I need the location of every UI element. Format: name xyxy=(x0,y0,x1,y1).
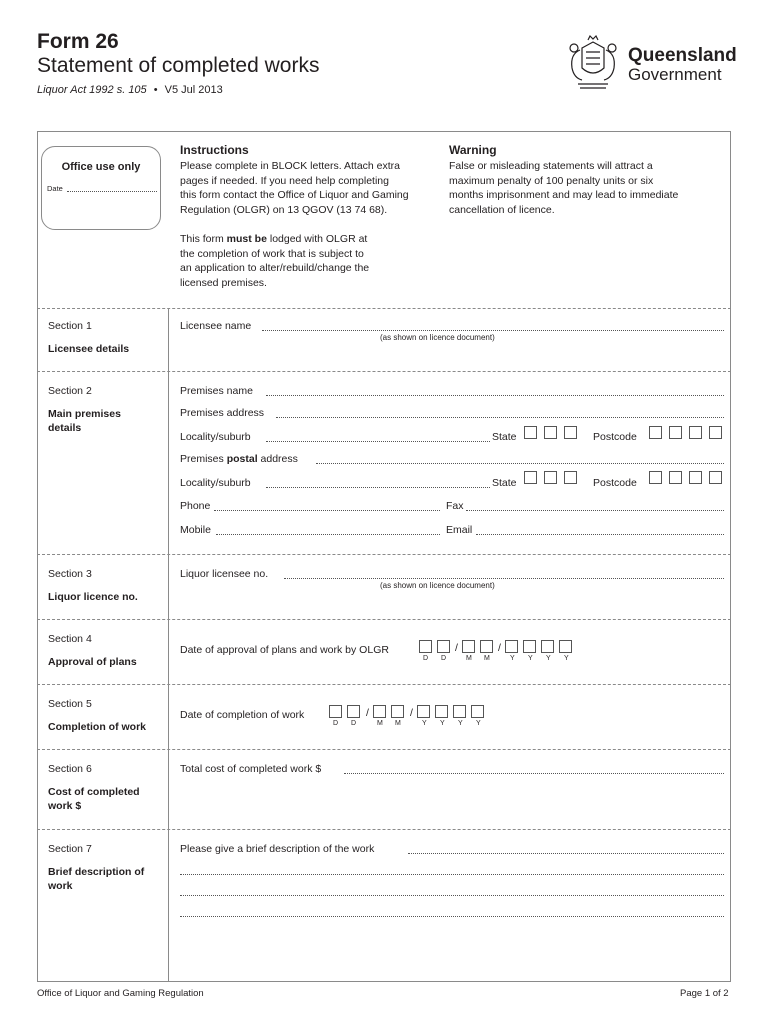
section-2-name: Main premises details xyxy=(48,408,121,434)
state-box[interactable] xyxy=(564,471,577,484)
date-box[interactable] xyxy=(559,640,572,653)
instructions-line: this form contact the Office of Liquor and Gaming xyxy=(180,189,409,202)
postcode-box[interactable] xyxy=(649,426,662,439)
date-box[interactable] xyxy=(419,640,432,653)
date-box[interactable] xyxy=(541,640,554,653)
fax-field[interactable] xyxy=(466,510,724,511)
act-text: Liquor Act 1992 s. 105 xyxy=(37,84,147,96)
section-6-number: Section 6 xyxy=(48,763,92,775)
postcode-box[interactable] xyxy=(709,471,722,484)
label-bold: postal xyxy=(226,453,258,465)
label-text: address xyxy=(257,453,298,465)
queensland-wordmark: Queensland xyxy=(628,45,737,66)
date-letter: Y xyxy=(510,655,515,662)
premises-postal-label xyxy=(180,453,298,465)
divider xyxy=(37,308,731,309)
date-letter: M xyxy=(377,720,383,727)
date-letter: M xyxy=(395,720,401,727)
brief-description-label: Please give a brief description of the work xyxy=(180,843,375,855)
footer-organisation: Office of Liquor and Gaming Regulation xyxy=(37,988,204,999)
date-letter: Y xyxy=(458,720,463,727)
note-text: This form xyxy=(180,233,227,245)
divider xyxy=(37,619,731,620)
description-line[interactable] xyxy=(180,895,724,896)
section-4-number: Section 4 xyxy=(48,633,92,645)
section-1-name: Licensee details xyxy=(48,343,130,355)
section-3-number: Section 3 xyxy=(48,568,92,580)
phone-field[interactable] xyxy=(214,510,440,511)
date-box[interactable] xyxy=(505,640,518,653)
divider xyxy=(37,829,731,830)
date-box[interactable] xyxy=(417,705,430,718)
liquor-licensee-no-field[interactable] xyxy=(284,578,724,579)
premises-address-field[interactable] xyxy=(276,417,724,418)
postcode-label: Postcode xyxy=(593,431,637,443)
section-5-name: Completion of work xyxy=(48,721,146,733)
description-line[interactable] xyxy=(180,874,724,875)
warning-heading: Warning xyxy=(449,143,497,157)
divider xyxy=(37,371,731,372)
section-1-number: Section 1 xyxy=(48,320,92,332)
liquor-licensee-no-label: Liquor licensee no. xyxy=(180,568,269,580)
office-date-field[interactable] xyxy=(67,191,157,192)
date-slash: / xyxy=(366,707,369,719)
instructions-heading: Instructions xyxy=(180,143,249,157)
locality-label: Locality/suburb xyxy=(180,431,251,443)
version: V5 Jul 2013 xyxy=(164,84,223,96)
date-box[interactable] xyxy=(391,705,404,718)
warning-line: maximum penalty of 100 penalty units or six xyxy=(449,174,654,187)
note-text: lodged with OLGR at xyxy=(266,233,368,245)
label-text: Premises xyxy=(180,453,227,465)
postcode-box[interactable] xyxy=(669,471,682,484)
date-box[interactable] xyxy=(523,640,536,653)
section-divider-vertical xyxy=(168,309,169,981)
postal-postcode-label: Postcode xyxy=(593,477,637,489)
postcode-box[interactable] xyxy=(689,471,702,484)
office-use-title: Office use only xyxy=(61,161,141,173)
state-box[interactable] xyxy=(544,471,557,484)
approval-date-label: Date of approval of plans and work by OLGR xyxy=(180,644,389,656)
instructions-line: pages if needed. If you need help completing xyxy=(180,174,389,187)
act-reference xyxy=(37,84,223,96)
date-letter: D xyxy=(333,720,339,727)
office-date-label: Date xyxy=(47,184,63,193)
date-letter: Y xyxy=(422,720,427,727)
locality-field[interactable] xyxy=(266,441,490,442)
section-6-name: Cost of completed work $ xyxy=(48,786,140,812)
date-slash: / xyxy=(498,642,501,654)
warning-line: months imprisonment and may lead to immediate xyxy=(449,189,679,202)
fax-label: Fax xyxy=(446,500,464,512)
instructions-line: Please complete in BLOCK letters. Attach extra xyxy=(180,160,401,172)
divider xyxy=(37,554,731,555)
postal-locality-field[interactable] xyxy=(266,487,490,488)
section-4-name: Approval of plans xyxy=(48,656,137,668)
premises-name-field[interactable] xyxy=(266,395,724,396)
postcode-box[interactable] xyxy=(689,426,702,439)
completion-date-label: Date of completion of work xyxy=(180,709,305,721)
mobile-field[interactable] xyxy=(216,534,440,535)
date-box[interactable] xyxy=(480,640,493,653)
date-letter: D xyxy=(351,720,357,727)
postcode-box[interactable] xyxy=(709,426,722,439)
date-slash: / xyxy=(410,707,413,719)
date-slash: / xyxy=(455,642,458,654)
warning-line: cancellation of licence. xyxy=(449,203,555,216)
section-7-name: Brief description of work xyxy=(48,866,145,892)
state-box[interactable] xyxy=(524,426,537,439)
warning-text xyxy=(449,159,731,217)
form-number: Form 26 xyxy=(37,30,119,53)
state-label: State xyxy=(492,431,517,443)
state-box[interactable] xyxy=(564,426,577,439)
queensland-coat-of-arms-icon xyxy=(562,34,624,97)
date-letter: Y xyxy=(546,655,551,662)
date-box[interactable] xyxy=(471,705,484,718)
warning-line: False or misleading statements will attract a xyxy=(449,160,653,172)
licensee-name-field[interactable] xyxy=(262,330,724,331)
date-letter: M xyxy=(484,655,490,662)
date-letter: Y xyxy=(476,720,481,727)
licensee-name-label: Licensee name xyxy=(180,320,252,332)
note-line: licensed premises. xyxy=(180,276,267,289)
premises-name-label: Premises name xyxy=(180,385,253,397)
postal-locality-label: Locality/suburb xyxy=(180,477,251,489)
note-line: the completion of work that is subject to xyxy=(180,247,364,260)
premises-postal-field[interactable] xyxy=(316,463,724,464)
state-box[interactable] xyxy=(524,471,537,484)
email-field[interactable] xyxy=(476,534,724,535)
premises-address-label: Premises address xyxy=(180,407,265,419)
section-5-number: Section 5 xyxy=(48,698,92,710)
date-box[interactable] xyxy=(453,705,466,718)
instructions-text xyxy=(180,159,442,217)
as-shown-note: (as shown on licence document) xyxy=(380,581,495,590)
email-label: Email xyxy=(446,524,473,536)
brief-description-field[interactable] xyxy=(408,853,724,854)
date-box[interactable] xyxy=(347,705,360,718)
date-box[interactable] xyxy=(437,640,450,653)
date-box[interactable] xyxy=(435,705,448,718)
section-3-name: Liquor licence no. xyxy=(48,591,138,603)
note-bold: must be xyxy=(226,233,267,245)
date-letter: M xyxy=(466,655,472,662)
note-line: an application to alter/rebuild/change the xyxy=(180,262,370,275)
section-7-number: Section 7 xyxy=(48,843,92,855)
total-cost-field[interactable] xyxy=(344,773,724,774)
phone-label: Phone xyxy=(180,500,211,512)
date-letter: Y xyxy=(528,655,533,662)
page-number: Page 1 of 2 xyxy=(680,988,729,999)
form-title: Statement of completed works xyxy=(37,54,320,77)
mobile-label: Mobile xyxy=(180,524,211,536)
postcode-box[interactable] xyxy=(669,426,682,439)
government-wordmark: Government xyxy=(628,65,722,84)
state-box[interactable] xyxy=(544,426,557,439)
section-2-number: Section 2 xyxy=(48,385,92,397)
instructions-line: Regulation (OLGR) on 13 QGOV (13 74 68). xyxy=(180,203,388,216)
as-shown-note: (as shown on licence document) xyxy=(380,333,495,342)
description-line[interactable] xyxy=(180,916,724,917)
date-letter: Y xyxy=(564,655,569,662)
divider xyxy=(37,684,731,685)
date-letter: D xyxy=(441,655,447,662)
postcode-box[interactable] xyxy=(649,471,662,484)
date-box[interactable] xyxy=(329,705,342,718)
divider xyxy=(37,749,731,750)
date-box[interactable] xyxy=(373,705,386,718)
bullet: • xyxy=(153,84,158,96)
date-box[interactable] xyxy=(462,640,475,653)
date-letter: Y xyxy=(440,720,445,727)
postal-state-label: State xyxy=(492,477,517,489)
instructions-note xyxy=(180,232,420,290)
date-letter: D xyxy=(423,655,429,662)
total-cost-label: Total cost of completed work $ xyxy=(180,763,322,775)
